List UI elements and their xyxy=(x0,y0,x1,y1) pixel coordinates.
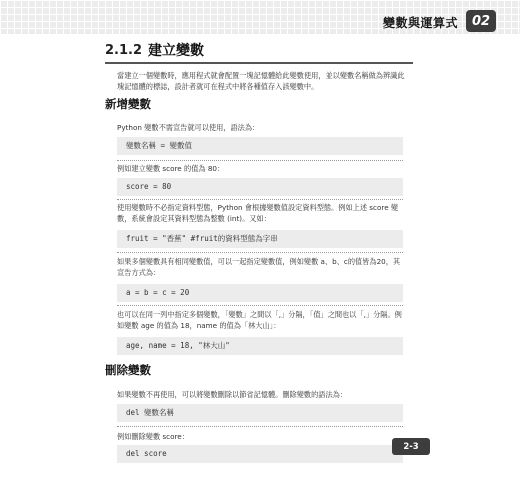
section-title: 建立變數 xyxy=(148,43,205,59)
new-var-syntax-text: Python 變數不需宣告就可以使用，語法為： xyxy=(117,123,260,132)
code-del-syntax: del 變數名稱 xyxy=(117,404,403,422)
multi-assign-text: 如果多個變數具有相同變數值，可以一起指定變數值，例如變數 a、b、c的值皆為20，其宣告方式為： xyxy=(117,257,401,277)
divider xyxy=(117,199,403,201)
section-heading xyxy=(105,39,413,61)
section-number: 2.1.2 xyxy=(105,42,143,58)
type-inference-text: 使用變數時不必指定資料型態，Python 會根據變數值設定資料型態。例如上述 score 變數，系統會設定其資料型態為整數 (int)。又如： xyxy=(117,203,399,223)
chapter-number-badge: 02 xyxy=(466,10,496,32)
code-syntax: 變數名稱 = 變數值 xyxy=(117,137,403,155)
tuple-assign-text: 也可以在同一列中指定多個變數，「變數」之間以「,」分隔，「值」之間也以「,」分隔。例如變數 age 的值為 18，name 的值為「林大山」： xyxy=(117,310,402,330)
code-tuple-assign: age, name = 18, "林大山" xyxy=(117,337,403,355)
divider xyxy=(117,305,403,307)
divider xyxy=(117,160,403,162)
example-score-text: 例如建立變數 score 的值為 80： xyxy=(117,164,225,173)
code-fruit: fruit = "香蕉" #fruit的資料型態為字串 xyxy=(117,230,403,248)
divider xyxy=(117,426,403,428)
page-number-badge: 2-3 xyxy=(392,438,430,455)
intro-paragraph: 當建立一個變數時，應用程式就會配置一塊記憶體給此變數使用，並以變數名稱做為辨識此塊記憶體的標誌，設計者就可在程式中將各種值存入該變數中。 xyxy=(117,71,405,91)
code-score: score = 80 xyxy=(117,178,403,196)
code-del-score: del score xyxy=(117,445,403,463)
new-var-heading: 新增變數 xyxy=(105,97,151,111)
del-example-text: 例如刪除變數 score： xyxy=(117,432,189,441)
code-chain-assign: a = b = c = 20 xyxy=(117,284,403,302)
divider xyxy=(117,252,403,254)
chapter-title: 變數與運算式 xyxy=(382,16,458,30)
del-var-heading: 刪除變數 xyxy=(105,363,151,377)
del-syntax-text: 如果變數不再使用，可以將變數刪除以節省記憶體。刪除變數的語法為： xyxy=(117,390,348,399)
section-rule xyxy=(105,62,413,64)
